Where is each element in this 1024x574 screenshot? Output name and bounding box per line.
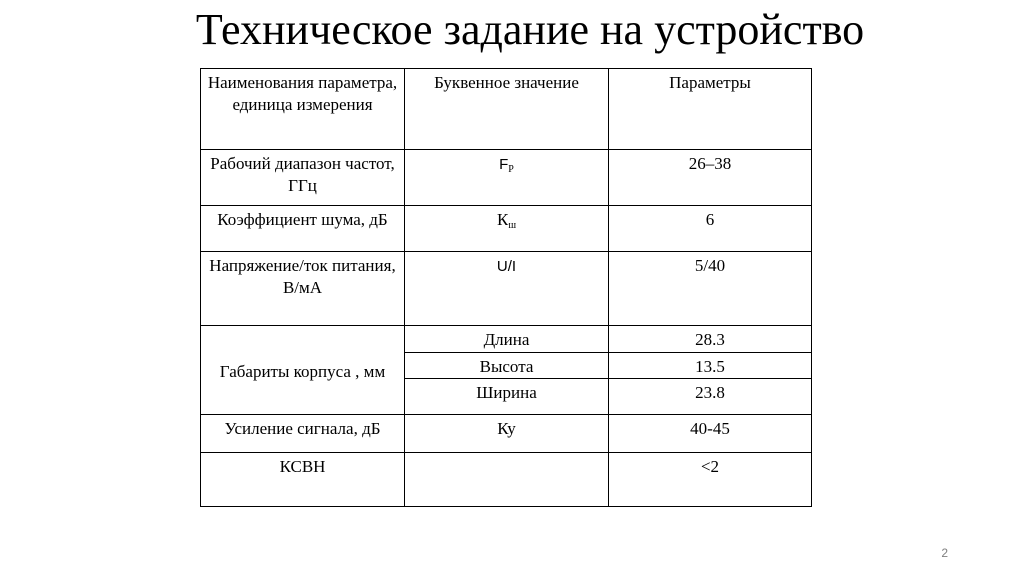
table-row [201,453,812,507]
table-row [201,252,812,326]
row-name: Коэффициент шума, дБ [201,206,405,252]
row-symbol [405,150,609,206]
dimension-label: Ширина [405,379,609,415]
row-value: 5/40 [609,252,812,326]
row-value: 26–38 [609,150,812,206]
row-symbol [405,453,609,507]
symbol-subscript: ш [508,220,517,231]
row-symbol [405,252,609,326]
row-value: <2 [609,453,812,507]
symbol-main: К [496,210,509,229]
row-name: Напряжение/ток питания, В/мА [201,252,405,326]
row-value: 40-45 [609,415,812,453]
spec-table [200,68,812,507]
table-row [201,206,812,252]
table-row [201,415,812,453]
row-symbol [405,206,609,252]
dimension-value: 23.8 [609,379,812,415]
symbol-subscript: P [508,164,514,175]
dimension-value: 28.3 [609,326,812,353]
dimension-label: Высота [405,353,609,379]
table-row [201,326,812,353]
symbol-main: F [499,156,509,173]
slide-title: Техническое задание на устройство [195,5,865,54]
row-symbol: Ку [405,415,609,453]
dimension-value: 13.5 [609,353,812,379]
row-name: Габариты корпуса , мм [201,326,405,415]
header-values: Параметры [609,69,812,150]
row-value: 6 [609,206,812,252]
row-name: КСВН [201,453,405,507]
dimension-label: Длина [405,326,609,353]
row-name: Рабочий диапазон частот, ГГц [201,150,405,206]
row-name: Усиление сигнала, дБ [201,415,405,453]
header-symbol: Буквенное значение [405,69,609,150]
table-header-row [201,69,812,150]
table-row [201,150,812,206]
page-number: 2 [941,546,948,560]
symbol-main: U/I [496,258,517,275]
header-parameter: Наименования параметра, единица измерения [201,69,405,150]
